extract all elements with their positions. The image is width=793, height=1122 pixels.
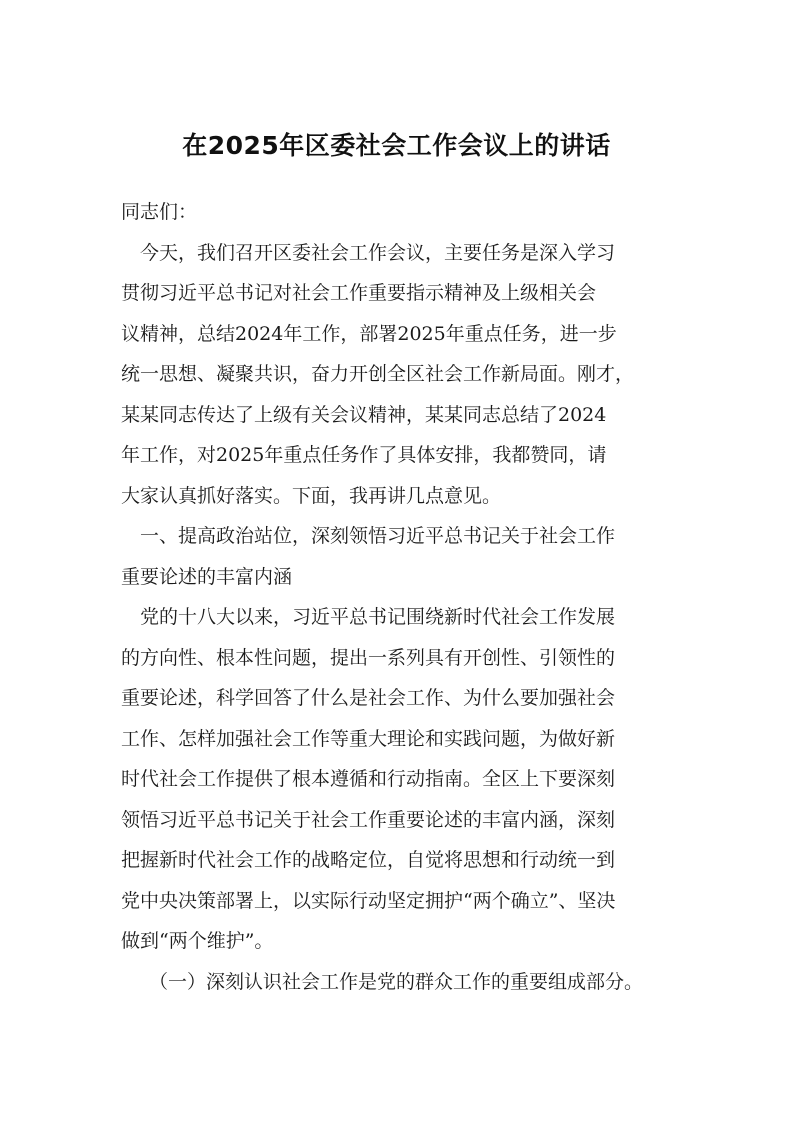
paragraph-line: 党的十八大以来，习近平总书记围绕新时代社会工作发展 (140, 606, 616, 628)
section-heading-line: 重要论述的丰富内涵 (121, 565, 293, 588)
paragraph-line: 重要论述，科学回答了什么是社会工作、为什么要加强社会 (121, 687, 616, 709)
paragraph-line: 时代社会工作提供了根本遵循和行动指南。全区上下要深刻 (121, 768, 616, 790)
paragraph-line: 做到“两个维护”。 (121, 930, 274, 952)
paragraph-line: 的方向性、根本性问题，提出一系列具有开创性、引领性的 (121, 646, 616, 669)
paragraph-line: 领悟习近平总书记关于社会工作重要论述的丰富内涵，深刻 (121, 808, 616, 831)
paragraph-line: 工作、怎样加强社会工作等重大理论和实践问题，为做好新 (121, 727, 616, 750)
document-title: 在2025年区委社会工作会议上的讲话 (182, 131, 611, 160)
section-heading-line: 一、提高政治站位，深刻领悟习近平总书记关于社会工作 (140, 525, 616, 547)
paragraph-line: 议精神，总结2024年工作，部署2025年重点任务，进一步 (121, 322, 617, 345)
paragraph-line: 年工作，对2025年重点任务作了具体安排，我都赞同，请 (121, 444, 607, 466)
paragraph-line: 大家认真抓好落实。下面，我再讲几点意见。 (121, 484, 502, 507)
paragraph-line: 今天，我们召开区委社会工作会议，主要任务是深入学习 (140, 241, 616, 264)
subsection-heading-line: （一）深刻认识社会工作是党的群众工作的重要组成部分。 (149, 970, 644, 993)
paragraph-line: 某某同志传达了上级有关会议精神，某某同志总结了2024 (121, 403, 607, 426)
paragraph-line: 统一思想、凝聚共识，奋力开创全区社会工作新局面。刚才， (121, 363, 635, 385)
salutation-line: 同志们： (121, 201, 198, 223)
document-body (121, 192, 677, 1002)
paragraph-line: 贯彻习近平总书记对社会工作重要指示精神及上级相关会 (121, 282, 597, 304)
paragraph-line: 党中央决策部署上，以实际行动坚定拥护“两个确立”、坚决 (121, 889, 616, 912)
paragraph-line: 把握新时代社会工作的战略定位，自觉将思想和行动统一到 (121, 849, 616, 871)
